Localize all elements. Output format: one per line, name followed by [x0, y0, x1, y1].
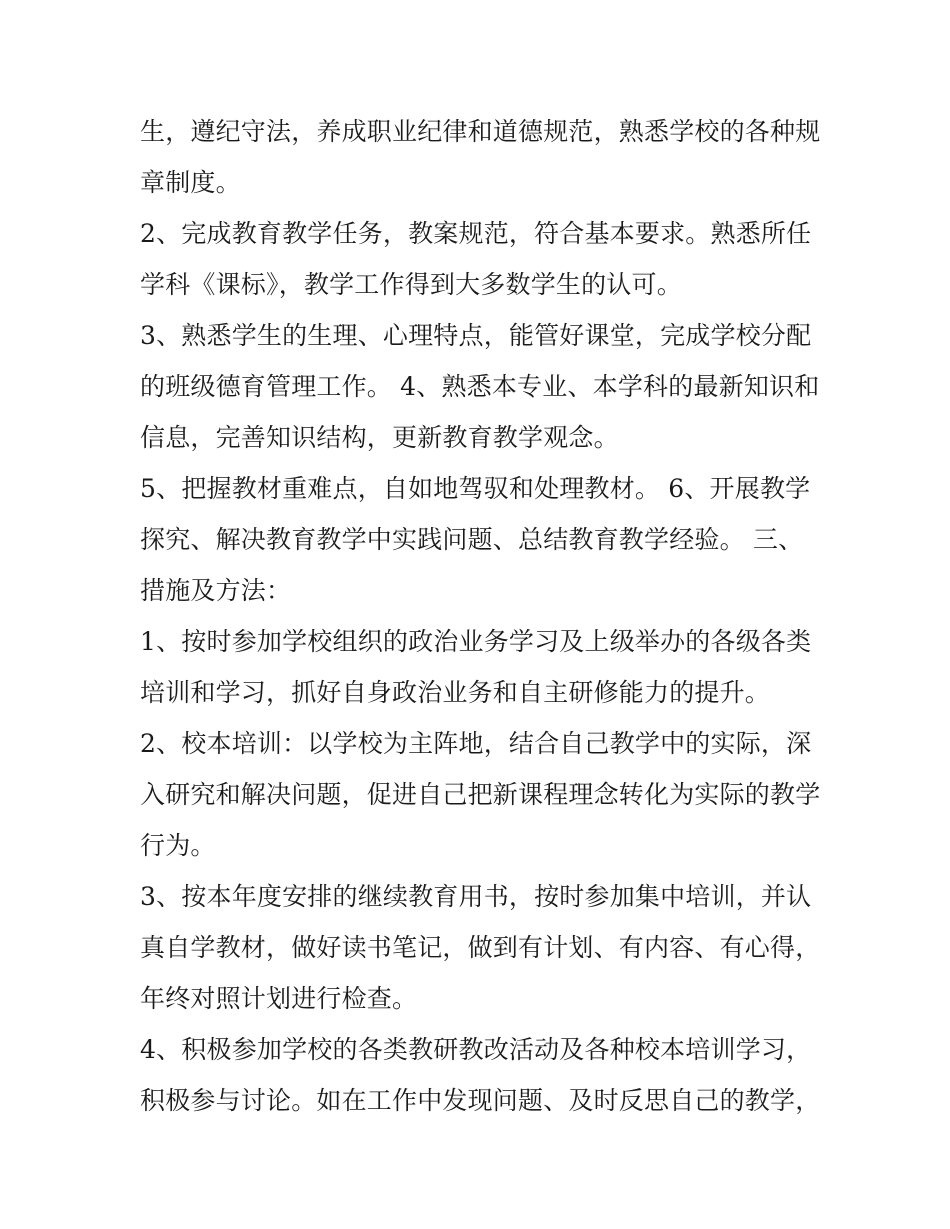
document-body	[140, 106, 820, 1126]
text-line: 4、积极参加学校的各类教研教改活动及各种校本培训学习，	[140, 1035, 812, 1064]
text-line: 培训和学习，抓好自身政治业务和自主研修能力的提升。	[140, 678, 771, 707]
text-line: 措施及方法：	[140, 576, 292, 605]
text-line: 年终对照计划进行检查。	[140, 984, 418, 1013]
text-line: 积极参与讨论。如在工作中发现问题、及时反思自己的教学，	[140, 1086, 821, 1115]
text-line: 3、熟悉学生的生理、心理特点，能管好课堂，完成学校分配	[140, 321, 812, 350]
text-line: 生，遵纪守法，养成职业纪律和道德规范，熟悉学校的各种规	[140, 117, 821, 146]
text-line: 学科《课标》，教学工作得到大多数学生的认可。	[140, 270, 682, 299]
text-line: 行为。	[140, 831, 216, 860]
text-line: 1、按时参加学校组织的政治业务学习及上级举办的各级各类	[140, 627, 812, 656]
text-line: 入研究和解决问题，促进自己把新课程理念转化为实际的教学	[140, 780, 821, 809]
text-line: 2、完成教育教学任务，教案规范，符合基本要求。熟悉所任	[140, 219, 812, 248]
text-line: 探究、解决教育教学中实践问题、总结教育教学经验。 三、	[140, 525, 804, 554]
text-line: 真自学教材，做好读书笔记，做到有计划、有内容、有心得，	[140, 933, 821, 962]
text-line: 的班级德育管理工作。 4、熟悉本专业、本学科的最新知识和	[140, 372, 820, 401]
text-line: 2、校本培训：以学校为主阵地，结合自己教学中的实际，深	[140, 729, 812, 758]
text-line: 3、按本年度安排的继续教育用书，按时参加集中培训，并认	[140, 882, 812, 911]
text-line: 5、把握教材重难点，自如地驾驭和处理教材。 6、开展教学	[140, 474, 811, 503]
text-line: 章制度。	[140, 168, 241, 197]
text-line: 信息，完善知识结构，更新教育教学观念。	[140, 423, 619, 452]
